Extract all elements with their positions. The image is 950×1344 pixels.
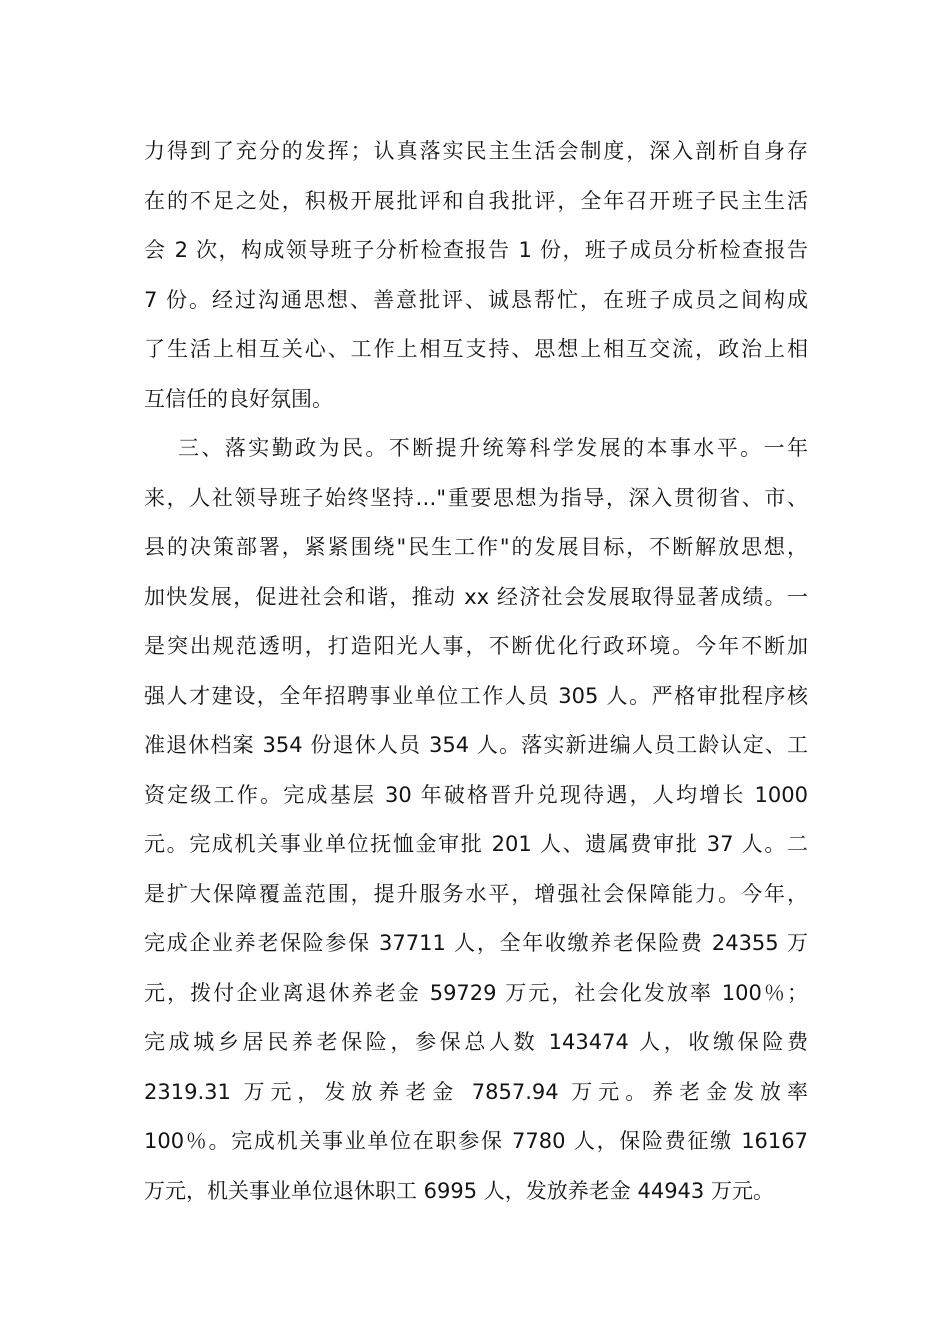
text-line: 在的不足之处，积极开展批评和自我批评，全年召开班子民主生活: [144, 188, 808, 213]
text-line: 会 2 次，构成领导班子分析检查报告 1 份，班子成员分析检查报告: [144, 238, 808, 262]
paragraph-2: [144, 424, 808, 1216]
text-line: 县的决策部署，紧紧围绕"民生工作"的发展目标，不断解放思想，: [144, 535, 808, 559]
text-line: 2319.31 万元，发放养老金 7857.94 万元。养老金发放率: [144, 1079, 808, 1104]
text-line: 强人才建设，全年招聘事业单位工作人员 305 人。严格审批程序核: [144, 683, 808, 708]
text-line: 加快发展，促进社会和谐，推动 xx 经济社会发展取得显著成绩。一: [144, 584, 808, 609]
text-line: 资定级工作。完成基层 30 年破格晋升兑现待遇，人均增长 1000: [144, 782, 808, 807]
text-line: 元。完成机关事业单位抚恤金审批 201 人、遗属费审批 37 人。二: [144, 832, 808, 856]
text-line: 100％。完成机关事业单位在职参保 7780 人，保险费征缴 16167: [144, 1129, 808, 1153]
text-line: 是扩大保障覆盖范围，提升服务水平，增强社会保障能力。今年，: [144, 881, 808, 906]
text-line: 7 份。经过沟通思想、善意批评、诚恳帮忙，在班子成员之间构成: [144, 287, 808, 312]
text-line: 三、落实勤政为民。不断提升统筹科学发展的本事水平。一年: [178, 436, 808, 460]
text-line: 互信任的良好氛围。: [144, 386, 333, 411]
text-line: 完成企业养老保险参保 37711 人，全年收缴养老保险费 24355 万: [144, 931, 808, 955]
text-line: 力得到了充分的发挥；认真落实民主生活会制度，深入剖析自身存: [144, 139, 808, 163]
text-line: 元，拨付企业离退休养老金 59729 万元，社会化发放率 100％；: [144, 980, 808, 1005]
document-body: [144, 127, 808, 1216]
text-line: 是突出规范透明，打造阳光人事，不断优化行政环境。今年不断加: [144, 634, 808, 658]
text-line: 完成城乡居民养老保险，参保总人数 143474 人，收缴保险费: [144, 1030, 808, 1054]
text-line: 了生活上相互关心、工作上相互支持、思想上相互交流，政治上相: [144, 337, 808, 361]
text-line: 万元，机关事业单位退休职工 6995 人，发放养老金 44943 万元。: [144, 1178, 774, 1203]
paragraph-1: [144, 127, 808, 424]
text-line: 准退休档案 354 份退休人员 354 人。落实新进编人员工龄认定、工: [144, 733, 808, 757]
text-line: 来，人社领导班子始终坚持…"重要思想为指导，深入贯彻省、市、: [144, 485, 808, 510]
